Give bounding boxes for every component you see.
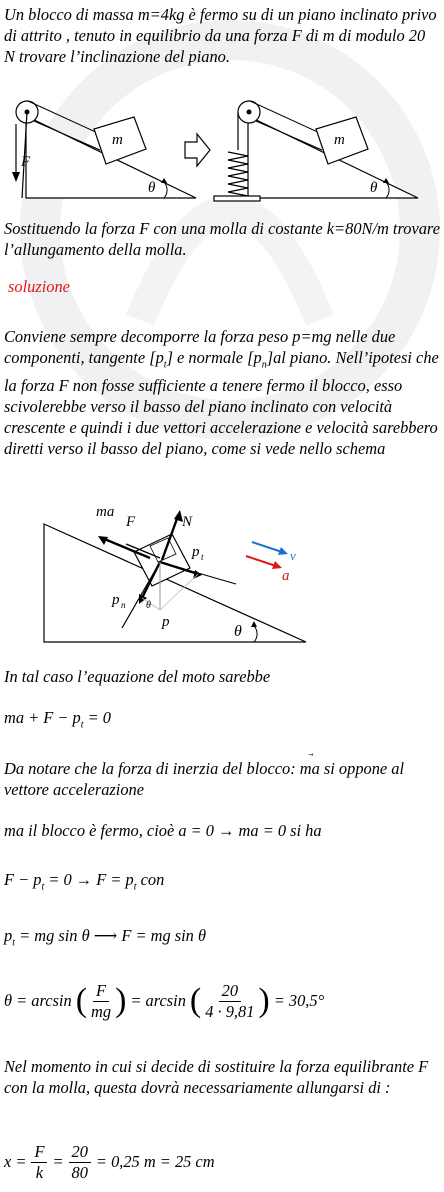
spring-question-text: Sostituendo la forza F con una molla di costante k=80N/m trovare l’allungamento della molla. [4,219,440,259]
svg-text:p: p [192,544,200,560]
equation-elongation: x = $\frac{F}{k}$ = $\frac{20}{80}$ = 0,25 m = 25 cm [4,1141,215,1182]
svg-text:F: F [126,514,136,530]
svg-text:a: a [282,568,290,584]
spring-icon [228,152,248,196]
svg-text:θ: θ [146,600,151,611]
svg-text:θ: θ [148,180,156,196]
transform-arrow-icon [185,134,210,166]
incline-with-spring [214,101,418,201]
svg-text:m: m [334,132,345,148]
svg-text:v: v [290,548,296,563]
svg-text:m: m [112,132,123,148]
explanation-text: Conviene sempre decomporre la forza peso p=mg nelle due componenti, tangente $[p_t]$ e normale $[p_n]al$ piano. Nell’ipotesi che la forza F non fosse sufficiente a tenere fermo il blocco, esso scivolerebbe verso il basso del piano inclinato con velocità crescente e quindi i due vettori accelerazione e velocità sarebbero diretti verso il basso del piano, come si vede nello schema [4,327,439,459]
svg-text:p: p [112,592,120,608]
block-at-rest-text: ma il blocco è fermo, cioè a = 0 → ma = 0 si ha [4,821,322,840]
inclined-plane-figure [0,92,444,204]
inertia-note: Da notare che la forza di inerzia del blocco: ma si oppone al vettore accelerazione [4,759,405,799]
svg-text:t: t [201,552,204,562]
svg-text:F: F [21,154,31,170]
equation-balance: $F - p_t = 0 \to F = p_t$ con [4,870,165,893]
svg-text:p: p [162,614,170,630]
svg-text:θ: θ [234,623,242,640]
solution-heading: soluzione [8,277,70,296]
svg-text:n: n [121,600,126,610]
svg-text:ma: ma [96,504,115,520]
equation-theta: θ = arcsin ( F mg ) = arcsin ( 20 4 · 9,81 ) = 30,5° [4,980,325,1021]
svg-text:N: N [182,514,193,530]
force-diagram [0,500,444,650]
svg-text:θ: θ [370,180,378,196]
incline-with-force [12,101,196,198]
equation-tangent: $p_t$ = mg sin θ ⟶ F = mg sin θ [4,926,207,949]
motion-equation-intro: In tal caso l’equazione del moto sarebbe [4,667,271,686]
equation-motion: ma + $F - p_t = 0$ [4,708,111,731]
problem-text: Un blocco di massa m=4kg è fermo su di un piano inclinato privo di attrito , tenuto in equilibrio da una forza F di m di modulo 20 N trovare l’inclinazione del piano. [4,5,437,66]
spring-conclusion-text: Nel momento in cui si decide di sostituire la forza equilibrante F con la molla, questa dovrà necessariamente allungarsi di : [4,1057,429,1097]
